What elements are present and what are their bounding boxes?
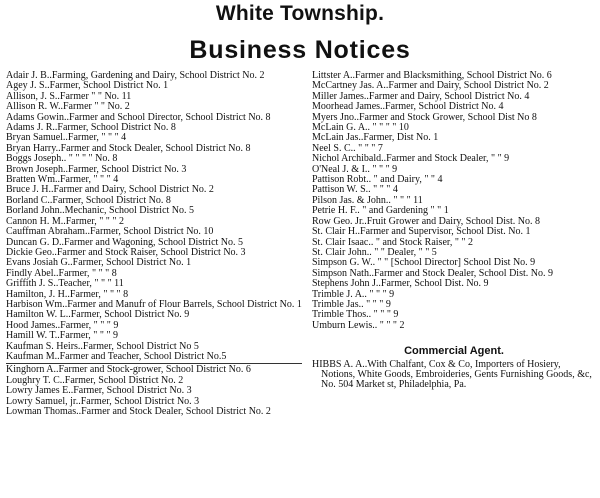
- list-item: St. Clair John.. " " Dealer, " " 5: [312, 246, 437, 258]
- list-item: Pattison W. S.. " " " 4: [312, 184, 398, 196]
- list-item: Simpson G. W.. " " [School Director] School Dist No. 9: [312, 257, 536, 269]
- list-item: Pilson Jas. & John.. " " " 11: [312, 194, 423, 206]
- section-heading: Business Notices: [189, 36, 411, 64]
- list-item: McCartney Jas. A..Farmer and Dairy, School District No. 2: [312, 80, 549, 92]
- list-item: Trimble Jas.. " " " 9: [312, 298, 391, 310]
- list-item: Bratten Wm..Farmer, " " " 4: [6, 174, 119, 186]
- list-item: Myers Jno..Farmer and Stock Grower, School Dist No 8: [312, 111, 537, 123]
- list-item: Adams Gowin..Farmer and School Director, School District No. 8: [6, 111, 271, 123]
- list-item: Allison, J. S..Farmer " " No. 11: [6, 90, 132, 102]
- list-item: Pattison Robt.. " and Dairy, " " 4: [312, 174, 443, 186]
- list-item: Lowry Samuel, jr..Farmer, School District No. 3: [6, 395, 200, 407]
- list-item: Duncan G. D..Farmer and Wagoning, School District No. 5: [6, 236, 244, 248]
- right-column: [312, 71, 596, 391]
- list-item: Griffith J. S..Teacher, " " " 11: [6, 278, 124, 290]
- list-item: Dickie Geo..Farmer and Stock Raiser, School District No. 3: [6, 246, 246, 258]
- list-item: Bruce J. H..Farmer and Dairy, School District No. 2: [6, 184, 214, 196]
- list-item: Row Geo. Jr..Fruit Grower and Dairy, School Dist. No. 8: [312, 215, 540, 227]
- list-item: Littster A..Farmer and Blacksmithing, School District No. 6: [312, 70, 552, 81]
- list-item: McLain Jas..Farmer, Dist No. 1: [312, 132, 439, 144]
- list-item: Adams J. R..Farmer, School District No. 8: [6, 122, 176, 134]
- list-item: Allison R. W..Farmer " " No. 2: [6, 101, 130, 113]
- list-item: Agey J. S..Farmer, School District No. 1: [6, 80, 169, 92]
- list-item: Borland C..Farmer, School District No. 8: [6, 194, 171, 206]
- list-item: Evans Josiah G..Farmer, School District No. 1: [6, 257, 192, 269]
- list-item: O'Neal J. & I.. " " " 9: [312, 163, 398, 175]
- list-item: Brown Joseph..Farmer, School District No. 3: [6, 163, 187, 175]
- list-item: Bryan Harry..Farmer and Stock Dealer, School District No. 8: [6, 142, 251, 154]
- list-item: Simpson Nath..Farmer and Stock Dealer, School Dist. No. 9: [312, 267, 553, 279]
- list-item: Trimble Thos.. " " " 9: [312, 309, 399, 321]
- list-item: Hood James..Farmer, " " " 9: [6, 319, 119, 331]
- list-item: McLain G. A.. " " " " 10: [312, 122, 409, 134]
- list-item: Petrie H. F.. " and Gardening " " 1: [312, 205, 449, 217]
- list-item: Stephens John J..Farmer, School Dist. No. 9: [312, 278, 489, 290]
- list-item: Lowman Thomas..Farmer and Stock Dealer, School District No. 2: [6, 406, 271, 417]
- list-item: Boggs Joseph.. " " " " No. 8: [6, 153, 118, 165]
- list-item: Trimble J. A.. " " " 9: [312, 288, 395, 300]
- list-item: Borland John..Mechanic, School District No. 5: [6, 205, 195, 217]
- spacer: [312, 331, 596, 341]
- list-item: Adair J. B..Farming, Gardening and Dairy, School District No. 2: [6, 70, 265, 81]
- list-item: Hamilton, J. H..Farmer, " " " 8: [6, 288, 129, 300]
- list-item: Harbison Wm..Farmer and Manufr of Flour Barrels, School District No. 1: [6, 298, 302, 310]
- list-item: Miller James..Farmer and Dairy, School District No. 4: [312, 90, 530, 102]
- left-column: [6, 71, 302, 417]
- list-item: St. Clair H..Farmer and Supervisor, School Dist. No. 1: [312, 226, 531, 238]
- list-item: Kinghorn A..Farmer and Stock-grower, School District No. 6: [6, 364, 251, 376]
- list-item: Cauffman Abraham..Farmer, School District No. 10: [6, 226, 214, 238]
- list-item: Kaufman M..Farmer and Teacher, School District No.5: [6, 350, 227, 362]
- list-item: St. Clair Isaac.. " and Stock Raiser, " " 2: [312, 236, 473, 248]
- list-item: Neel S. C.. " " " 7: [312, 142, 383, 154]
- list-item: Hamilton W. L..Farmer, School District No. 9: [6, 309, 190, 321]
- commercial-agent-heading: Commercial Agent.: [404, 344, 504, 357]
- list-item: Loughry T. C..Farmer, School District No. 2: [6, 374, 184, 386]
- list-item: Lowry James E..Farmer, School District No. 3: [6, 385, 192, 397]
- page-title: White Township.: [215, 2, 385, 25]
- list-item: Findly Abel..Farmer, " " " 8: [6, 267, 117, 279]
- list-item: Umburn Lewis.. " " " 2: [312, 319, 405, 331]
- list-item: Nichol Archibald..Farmer and Stock Dealer, " " 9: [312, 153, 510, 165]
- list-item: Moorhead James..Farmer, School District No. 4: [312, 101, 504, 113]
- list-item: Kaufman S. Heirs..Farmer, School District No 5: [6, 340, 199, 352]
- list-item: Bryan Samuel..Farmer, " " " 4: [6, 132, 127, 144]
- commercial-entry: HIBBS A. A..With Chalfant, Cox & Co, Importers of Hosiery, Notions, White Goods, Embroideries, Gents Furnishing Goods, &c, No. 504 Market st, Philadelphia, Pa.: [312, 358, 592, 391]
- list-item: Hamill W. T..Farmer, " " " 9: [6, 330, 119, 342]
- list-item: Cannon H. M..Farmer, " " " 2: [6, 215, 124, 227]
